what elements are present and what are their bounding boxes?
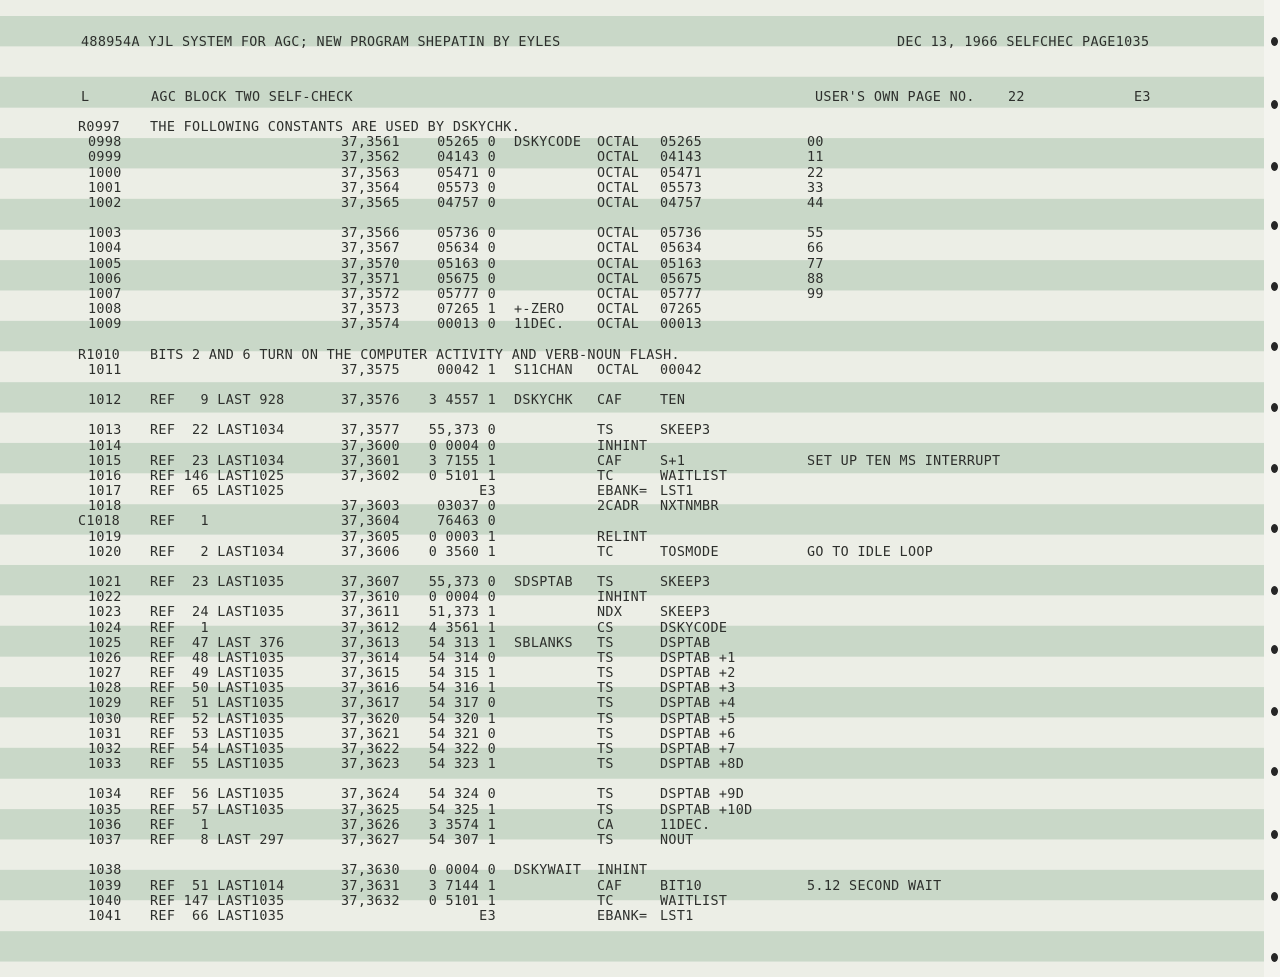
seq-number: 1002 [88,195,122,211]
operand: WAITLIST [660,468,728,484]
octal-word: 05573 0 [437,180,496,196]
octal-word: 51,373 1 [428,605,496,621]
seq-number: 1033 [88,757,122,773]
opcode: CAF [597,878,623,894]
seq-number: 0999 [88,150,122,166]
octal-word: 00042 1 [437,362,496,378]
seq-number: 1030 [88,711,122,727]
ref-info: REF 47 LAST 376 [150,635,285,651]
octal-word: 05163 0 [437,256,496,272]
opcode: RELINT [597,529,648,545]
operand: DSKYCODE [660,620,728,636]
ref-info: REF 51 LAST1014 [150,878,285,894]
opcode: 2CADR [597,499,640,515]
operand: DSPTAB +4 [660,696,736,712]
feed-hole [1271,162,1278,171]
ref-info: REF 56 LAST1035 [150,787,285,803]
seq-number: 1018 [88,499,122,515]
seq-number: 1017 [88,484,122,500]
opcode: OCTAL [597,135,640,151]
ref-info: REF 147 LAST1035 [150,893,285,909]
ref-info: REF 1 [150,817,209,833]
operand: 04143 [660,150,703,166]
opcode: INHINT [597,590,648,606]
address: 37,3574 [341,317,400,333]
opcode: OCTAL [597,150,640,166]
seq-number: 1036 [88,817,122,833]
opcode: NDX [597,605,623,621]
ref-info: REF 55 LAST1035 [150,757,285,773]
seq-number: 1039 [88,878,122,894]
comment: 44 [807,195,824,211]
opcode: OCTAL [597,241,640,257]
seq-number: 1000 [88,165,122,181]
opcode: TS [597,787,614,803]
address: 37,3625 [341,802,400,818]
ref-info: REF 24 LAST1035 [150,605,285,621]
comment: 99 [807,286,824,302]
comment-line: BITS 2 AND 6 TURN ON THE COMPUTER ACTIVITY AND VERB-NOUN FLASH. [150,347,680,363]
seq-number: 1038 [88,863,122,879]
octal-word: 0 0004 0 [428,438,496,454]
octal-word: 0 0004 0 [428,590,496,606]
opcode: CS [597,620,614,636]
seq-number: 0998 [88,135,122,151]
feed-hole [1271,586,1278,595]
address: 37,3576 [341,393,400,409]
opcode: TS [597,696,614,712]
comment: 22 [807,165,824,181]
ref-info: REF 9 LAST 928 [150,393,285,409]
seq-number: 1016 [88,468,122,484]
address: 37,3562 [341,150,400,166]
address: 37,3623 [341,757,400,773]
octal-word: 04757 0 [437,195,496,211]
label: +-ZERO [514,302,565,318]
ref-info: REF 146 LAST1025 [150,468,285,484]
address: 37,3600 [341,438,400,454]
address: 37,3571 [341,271,400,287]
operand: 05634 [660,241,703,257]
opcode: TC [597,893,614,909]
operand: DSPTAB +9D [660,787,745,803]
address: 37,3632 [341,893,400,909]
address: 37,3577 [341,423,400,439]
address: 37,3614 [341,650,400,666]
address: 37,3567 [341,241,400,257]
comment: 77 [807,256,824,272]
operand: 07265 [660,302,703,318]
octal-word: 05634 0 [437,241,496,257]
label: DSKYCODE [514,135,582,151]
octal-word: 54 307 1 [428,832,496,848]
seq-number: 1004 [88,241,122,257]
operand: 05265 [660,135,703,151]
octal-word: 00013 0 [437,317,496,333]
opcode: TS [597,711,614,727]
seq-number: R0997 [78,120,121,135]
seq-number: 1001 [88,180,122,196]
address: 37,3572 [341,286,400,302]
address: 37,3563 [341,165,400,181]
seq-number: 1026 [88,650,122,666]
seq-number: 1037 [88,832,122,848]
label: S11CHAN [514,362,573,378]
octal-word: 54 314 0 [428,650,496,666]
opcode: CAF [597,393,623,409]
feed-hole [1271,953,1278,962]
seq-number: 1007 [88,286,122,302]
feed-hole [1271,707,1278,716]
opcode: TS [597,666,614,682]
address: 37,3624 [341,787,400,803]
address: 37,3605 [341,529,400,545]
address: 37,3565 [341,195,400,211]
operand: DSPTAB +3 [660,681,736,697]
seq-number: 1015 [88,453,122,469]
title-l: L [81,90,90,105]
operand: WAITLIST [660,893,728,909]
opcode: TS [597,726,614,742]
opcode: TS [597,757,614,773]
seq-number: 1012 [88,393,122,409]
address: 37,3575 [341,362,400,378]
opcode: TS [597,650,614,666]
feed-hole [1271,342,1278,351]
seq-number: 1009 [88,317,122,333]
seq-number: R1010 [78,347,121,363]
octal-word: 54 316 1 [428,681,496,697]
octal-word: 05777 0 [437,286,496,302]
address: 37,3615 [341,666,400,682]
seq-number: 1003 [88,226,122,242]
ref-info: REF 50 LAST1035 [150,681,285,697]
operand: 05573 [660,180,703,196]
octal-word: E3 [479,484,496,500]
octal-word: 3 7144 1 [428,878,496,894]
operand: 05736 [660,226,703,242]
address: 37,3606 [341,544,400,560]
opcode: CAF [597,453,623,469]
feed-hole [1271,221,1278,230]
comment: 00 [807,135,824,151]
ref-info: REF 57 LAST1035 [150,802,285,818]
label: DSKYCHK [514,393,573,409]
label: SBLANKS [514,635,573,651]
ref-info: REF 22 LAST1034 [150,423,285,439]
address: 37,3602 [341,468,400,484]
label: DSKYWAIT [514,863,582,879]
seq-number: 1025 [88,635,122,651]
page-number: 22 [1008,90,1025,105]
operand: SKEEP3 [660,575,711,591]
operand: TOSMODE [660,544,719,560]
opcode: EBANK= [597,908,648,924]
opcode: OCTAL [597,180,640,196]
feed-hole [1271,282,1278,291]
ref-info: REF 65 LAST1025 [150,484,285,500]
operand: DSPTAB +1 [660,650,736,666]
operand: DSPTAB +7 [660,741,736,757]
seq-number: 1011 [88,362,122,378]
octal-word: 4 3561 1 [428,620,496,636]
comment: 33 [807,180,824,196]
octal-word: 54 320 1 [428,711,496,727]
operand: SKEEP3 [660,423,711,439]
feed-hole [1271,403,1278,412]
ref-info: REF 48 LAST1035 [150,650,285,666]
operand: 05471 [660,165,703,181]
ref-info: REF 51 LAST1035 [150,696,285,712]
comment-line: THE FOLLOWING CONSTANTS ARE USED BY DSKYCHK. [150,120,521,135]
seq-number: 1013 [88,423,122,439]
seq-number: 1020 [88,544,122,560]
ref-info: REF 52 LAST1035 [150,711,285,727]
octal-word: 54 313 1 [428,635,496,651]
page-number-label: USER'S OWN PAGE NO. [815,90,975,105]
opcode: OCTAL [597,362,640,378]
label: 11DEC. [514,317,565,333]
operand: LST1 [660,908,694,924]
octal-word: 3 4557 1 [428,393,496,409]
ref-info: REF 1 [150,514,209,530]
operand: 00013 [660,317,703,333]
comment: 55 [807,226,824,242]
octal-word: 0 0004 0 [428,863,496,879]
seq-number: C1018 [78,514,121,530]
operand: S+1 [660,453,686,469]
address: 37,3621 [341,726,400,742]
address: 37,3630 [341,863,400,879]
octal-word: 3 7155 1 [428,453,496,469]
feed-hole [1271,100,1278,109]
opcode: OCTAL [597,286,640,302]
octal-word: 54 325 1 [428,802,496,818]
address: 37,3627 [341,832,400,848]
opcode: INHINT [597,438,648,454]
octal-word: 55,373 0 [428,575,496,591]
octal-word: 0 5101 1 [428,893,496,909]
address: 37,3631 [341,878,400,894]
octal-word: 0 0003 1 [428,529,496,545]
operand: NXTNMBR [660,499,719,515]
opcode: TS [597,681,614,697]
address: 37,3617 [341,696,400,712]
seq-number: 1032 [88,741,122,757]
operand: DSPTAB +8D [660,757,745,773]
octal-word: 07265 1 [437,302,496,318]
address: 37,3622 [341,741,400,757]
comment: 11 [807,150,824,166]
operand: SKEEP3 [660,605,711,621]
page-title: AGC BLOCK TWO SELF-CHECK [151,90,353,105]
seq-number: 1023 [88,605,122,621]
operand: 00042 [660,362,703,378]
octal-word: 54 322 0 [428,741,496,757]
octal-word: E3 [479,908,496,924]
operand: DSPTAB [660,635,711,651]
address: 37,3564 [341,180,400,196]
address: 37,3613 [341,635,400,651]
ref-info: REF 66 LAST1035 [150,908,285,924]
operand: 05777 [660,286,703,302]
seq-number: 1022 [88,590,122,606]
address: 37,3620 [341,711,400,727]
operand: TEN [660,393,686,409]
octal-word: 3 3574 1 [428,817,496,833]
address: 37,3604 [341,514,400,530]
feed-hole [1271,830,1278,839]
operand: 04757 [660,195,703,211]
feed-hole [1271,464,1278,473]
address: 37,3607 [341,575,400,591]
octal-word: 54 321 0 [428,726,496,742]
address: 37,3626 [341,817,400,833]
operand: 11DEC. [660,817,711,833]
address: 37,3570 [341,256,400,272]
octal-word: 54 317 0 [428,696,496,712]
opcode: OCTAL [597,165,640,181]
seq-number: 1041 [88,908,122,924]
ref-info: REF 8 LAST 297 [150,832,285,848]
operand: DSPTAB +5 [660,711,736,727]
label: SDSPTAB [514,575,573,591]
operand: LST1 [660,484,694,500]
opcode: TS [597,575,614,591]
opcode: TS [597,832,614,848]
comment: SET UP TEN MS INTERRUPT [807,453,1001,469]
opcode: TS [597,635,614,651]
address: 37,3610 [341,590,400,606]
ref-info: REF 49 LAST1035 [150,666,285,682]
octal-word: 76463 0 [437,514,496,530]
seq-number: 1005 [88,256,122,272]
comment: 66 [807,241,824,257]
feed-hole [1271,37,1278,46]
opcode: OCTAL [597,256,640,272]
octal-word: 05736 0 [437,226,496,242]
seq-number: 1029 [88,696,122,712]
opcode: OCTAL [597,317,640,333]
opcode: CA [597,817,614,833]
opcode: OCTAL [597,226,640,242]
seq-number: 1034 [88,787,122,803]
address: 37,3561 [341,135,400,151]
ref-info: REF 53 LAST1035 [150,726,285,742]
feed-hole [1271,892,1278,901]
operand: BIT10 [660,878,703,894]
operand: DSPTAB +2 [660,666,736,682]
octal-word: 05265 0 [437,135,496,151]
seq-number: 1014 [88,438,122,454]
address: 37,3603 [341,499,400,515]
opcode: TC [597,544,614,560]
octal-word: 55,373 0 [428,423,496,439]
seq-number: 1040 [88,893,122,909]
comment: GO TO IDLE LOOP [807,544,934,560]
operand: 05675 [660,271,703,287]
operand: NOUT [660,832,694,848]
octal-word: 54 323 1 [428,757,496,773]
seq-number: 1021 [88,575,122,591]
seq-number: 1031 [88,726,122,742]
seq-number: 1008 [88,302,122,318]
feed-hole [1271,645,1278,654]
page-code: E3 [1134,90,1151,105]
octal-word: 04143 0 [437,150,496,166]
comment: 88 [807,271,824,287]
operand: DSPTAB +6 [660,726,736,742]
operand: DSPTAB +10D [660,802,753,818]
comment: 5.12 SECOND WAIT [807,878,942,894]
seq-number: 1024 [88,620,122,636]
ref-info: REF 2 LAST1034 [150,544,285,560]
header-left: 488954A YJL SYSTEM FOR AGC; NEW PROGRAM SHEPATIN BY EYLES [81,35,561,50]
ref-info: REF 1 [150,620,209,636]
feed-hole [1271,524,1278,533]
header-right: DEC 13, 1966 SELFCHEC PAGE1035 [897,35,1150,50]
octal-word: 54 315 1 [428,666,496,682]
opcode: EBANK= [597,484,648,500]
opcode: TS [597,423,614,439]
address: 37,3573 [341,302,400,318]
address: 37,3601 [341,453,400,469]
seq-number: 1027 [88,666,122,682]
opcode: OCTAL [597,302,640,318]
octal-word: 03037 0 [437,499,496,515]
address: 37,3611 [341,605,400,621]
opcode: TC [597,468,614,484]
octal-word: 54 324 0 [428,787,496,803]
octal-word: 05675 0 [437,271,496,287]
seq-number: 1006 [88,271,122,287]
opcode: INHINT [597,863,648,879]
address: 37,3566 [341,226,400,242]
seq-number: 1028 [88,681,122,697]
seq-number: 1035 [88,802,122,818]
octal-word: 0 5101 1 [428,468,496,484]
seq-number: 1019 [88,529,122,545]
ref-info: REF 23 LAST1035 [150,575,285,591]
ref-info: REF 54 LAST1035 [150,741,285,757]
opcode: OCTAL [597,271,640,287]
opcode: TS [597,741,614,757]
octal-word: 0 3560 1 [428,544,496,560]
address: 37,3616 [341,681,400,697]
opcode: TS [597,802,614,818]
feed-hole [1271,767,1278,776]
operand: 05163 [660,256,703,272]
address: 37,3612 [341,620,400,636]
octal-word: 05471 0 [437,165,496,181]
ref-info: REF 23 LAST1034 [150,453,285,469]
opcode: OCTAL [597,195,640,211]
